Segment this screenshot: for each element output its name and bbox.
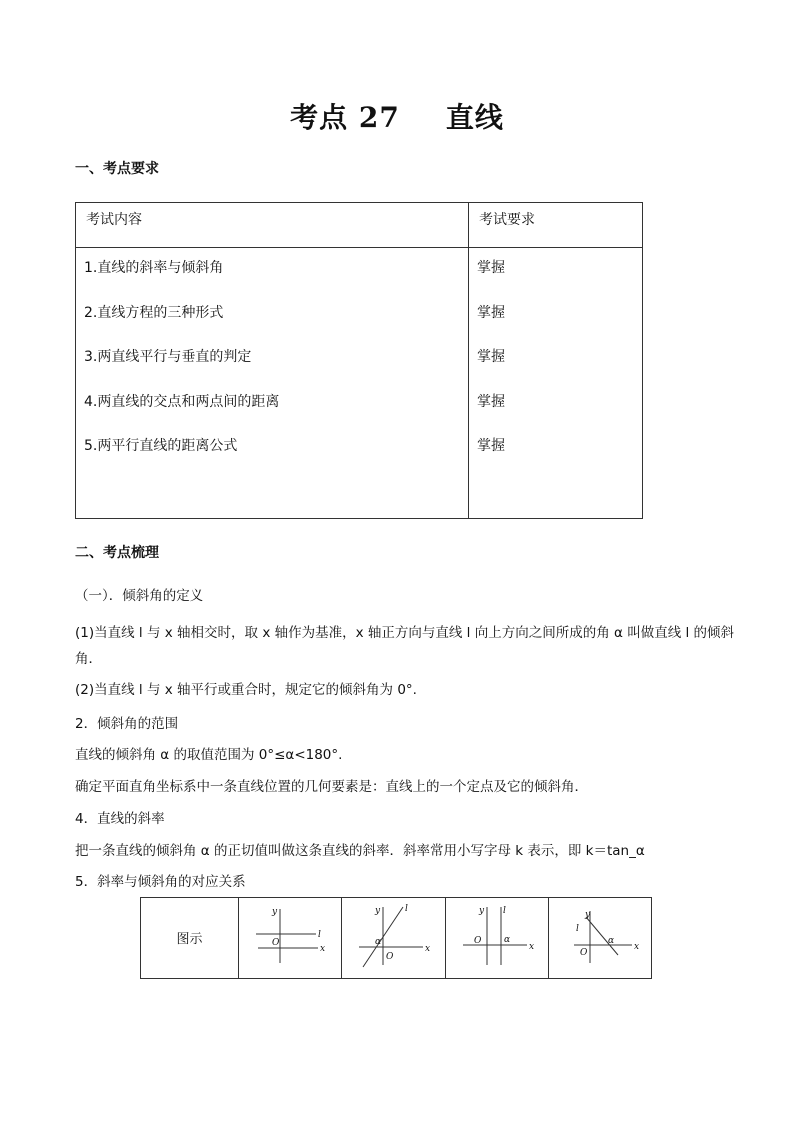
paragraph: 把一条直线的倾斜角 α 的正切值叫做这条直线的斜率．斜率常用小写字母 k 表示，即 k＝tan_α (75, 843, 645, 859)
header-level-cell (469, 203, 643, 248)
header-content: 考试内容 (86, 212, 142, 228)
list-item: 4.两直线的交点和两点间的距离 (84, 393, 280, 410)
angle-label: α (375, 937, 382, 947)
list-item: 掌握 (477, 304, 505, 321)
table-header-row (76, 203, 643, 248)
topic-name: 直线 (445, 101, 504, 134)
header-content-cell (76, 203, 469, 248)
content-column (76, 248, 469, 519)
list-item: 掌握 (477, 393, 505, 410)
paragraph: 确定平面直角坐标系中一条直线位置的几何要素是：直线上的一个定点及它的倾斜角． (75, 779, 588, 795)
figure-positive-slope (342, 898, 445, 979)
axis-label-y: y (584, 910, 590, 920)
table-body-row (76, 248, 643, 519)
paragraph: （一）．倾斜角的定义 (75, 588, 204, 604)
figure-row (141, 898, 652, 979)
vertical-line-graph-icon (457, 901, 537, 971)
page-title (0, 96, 794, 136)
axis-label-origin: O (386, 952, 394, 962)
axis-label-y: y (478, 906, 484, 916)
paragraph: (1)当直线 l 与 x 轴相交时，取 x 轴作为基准，x 轴正方向与直线 l 向上方向之间所成的角 α 叫做直线 l 的倾斜角． (75, 625, 735, 667)
list-item: 5.两平行直线的距离公式 (84, 438, 238, 455)
horizontal-line-graph-icon (250, 901, 330, 971)
list-item: 掌握 (477, 438, 505, 455)
positive-slope-graph-icon (353, 901, 433, 971)
line-label: l (405, 904, 409, 914)
paragraph: (2)当直线 l 与 x 轴平行或重合时，规定它的倾斜角为 0°. (75, 682, 417, 698)
list-item: 3.两直线平行与垂直的判定 (84, 349, 252, 366)
paragraph: 4．直线的斜率 (75, 811, 165, 827)
list-item: 1.直线的斜率与倾斜角 (84, 260, 224, 276)
axis-label-origin: O (272, 938, 280, 948)
requirements-table (75, 202, 643, 519)
line-label: l (575, 924, 579, 934)
line-label: l (502, 906, 506, 916)
line-label: l (318, 930, 322, 940)
axis-label-y: y (272, 907, 278, 917)
figure-negative-slope (548, 898, 651, 979)
section2-heading: 二、考点梳理 (75, 545, 159, 561)
header-level: 考试要求 (479, 212, 535, 228)
axis-label-origin: O (473, 936, 482, 946)
level-column (469, 248, 643, 519)
list-item: 2.直线方程的三种形式 (84, 304, 224, 321)
section1-heading: 一、考点要求 (75, 161, 159, 177)
paragraph: 2．倾斜角的范围 (75, 716, 179, 732)
negative-slope-graph-icon (560, 901, 640, 971)
axis-label-y: y (375, 906, 381, 916)
figure-horizontal-line (239, 898, 342, 979)
figure-label: 图示 (141, 898, 239, 979)
list-item: 掌握 (477, 260, 505, 276)
list-item: 掌握 (477, 349, 505, 366)
paragraph: 5．斜率与倾斜角的对应关系 (75, 874, 246, 890)
axis-label-x: x (633, 942, 639, 952)
topic-number: 考点 27 (290, 101, 400, 134)
angle-label: α (607, 936, 614, 946)
axis-label-origin: O (579, 948, 588, 958)
figure-vertical-line (445, 898, 548, 979)
slope-angle-table (140, 897, 652, 979)
axis-label-x: x (425, 944, 431, 954)
axis-label-x: x (528, 942, 534, 952)
paragraph: 直线的倾斜角 α 的取值范围为 0°≤α<180°. (75, 747, 343, 763)
angle-label: α (503, 935, 510, 945)
axis-label-x: x (320, 944, 326, 954)
